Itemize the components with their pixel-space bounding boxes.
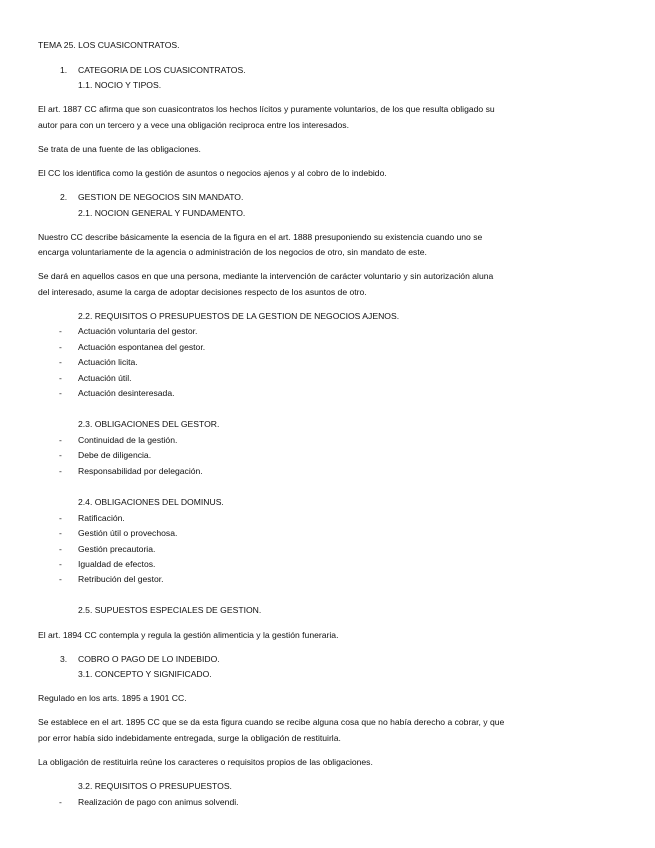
section-2-heading: GESTION DE NEGOCIOS SIN MANDATO. bbox=[78, 192, 244, 202]
paragraph-4-line-1: Nuestro CC describe básicamente la esencia de la figura en el art. 1888 presuponiendo su existencia cuando uno se bbox=[38, 232, 483, 242]
bullet-dash: - bbox=[59, 797, 62, 807]
section-2-5-heading: 2.5. SUPUESTOS ESPECIALES DE GESTION. bbox=[78, 605, 262, 615]
list-item: Gestión útil o provechosa. bbox=[78, 528, 178, 538]
section-2-3-heading: 2.3. OBLIGACIONES DEL GESTOR. bbox=[78, 419, 220, 429]
document-title: TEMA 25. LOS CUASICONTRATOS. bbox=[38, 40, 180, 50]
paragraph-8-line-1: Se establece en el art. 1895 CC que se da esta figura cuando se recibe alguna cosa que no había derecho a cobrar, y que bbox=[38, 717, 505, 727]
list-item: Ratificación. bbox=[78, 513, 125, 523]
list-item: Actuación desinteresada. bbox=[78, 388, 175, 398]
bullet-dash: - bbox=[59, 357, 62, 367]
paragraph-9: La obligación de restituirla reúne los caracteres o requisitos propios de las obligaciones. bbox=[38, 757, 373, 767]
bullet-dash: - bbox=[59, 513, 62, 523]
list-item: Realización de pago con animus solvendi. bbox=[78, 797, 239, 807]
section-3-1-heading: 3.1. CONCEPTO Y SIGNIFICADO. bbox=[78, 669, 212, 679]
list-item: Responsabilidad por delegación. bbox=[78, 466, 203, 476]
bullet-dash: - bbox=[59, 326, 62, 336]
section-1-heading: CATEGORIA DE LOS CUASICONTRATOS. bbox=[78, 65, 246, 75]
section-3-number: 3. bbox=[60, 654, 68, 664]
list-item: Igualdad de efectos. bbox=[78, 559, 156, 569]
section-2-2-heading: 2.2. REQUISITOS O PRESUPUESTOS DE LA GESTION DE NEGOCIOS AJENOS. bbox=[78, 311, 400, 321]
list-item: Actuación espontanea del gestor. bbox=[78, 342, 206, 352]
bullet-dash: - bbox=[59, 342, 62, 352]
section-2-4-heading: 2.4. OBLIGACIONES DEL DOMINUS. bbox=[78, 497, 224, 507]
section-3-2-heading: 3.2. REQUISITOS O PRESUPUESTOS. bbox=[78, 781, 232, 791]
paragraph-2: Se trata de una fuente de las obligaciones. bbox=[38, 144, 201, 154]
section-2-number: 2. bbox=[60, 192, 68, 202]
bullet-dash: - bbox=[59, 559, 62, 569]
section-1-1-heading: 1.1. NOCIO Y TIPOS. bbox=[78, 80, 162, 90]
list-item: Actuación voluntaria del gestor. bbox=[78, 326, 198, 336]
bullet-dash: - bbox=[59, 450, 62, 460]
list-item: Actuación licita. bbox=[78, 357, 138, 367]
paragraph-3: El CC los identifica como la gestión de asuntos o negocios ajenos y al cobro de lo indebido. bbox=[38, 168, 387, 178]
list-item: Actuación útil. bbox=[78, 373, 132, 383]
paragraph-5-line-2: del interesado, asume la carga de adoptar decisiones respecto de los asuntos de otro. bbox=[38, 287, 367, 297]
paragraph-4-line-2: encarga voluntariamente de la agencia o administración de los negocios de otro, sin mandato de este. bbox=[38, 247, 427, 257]
list-item: Debe de diligencia. bbox=[78, 450, 152, 460]
list-item: Continuidad de la gestión. bbox=[78, 435, 178, 445]
section-3-heading: COBRO O PAGO DE LO INDEBIDO. bbox=[78, 654, 220, 664]
bullet-dash: - bbox=[59, 574, 62, 584]
paragraph-1-line-1: El art. 1887 CC afirma que son cuasicontratos los hechos lícitos y puramente voluntarios, de los que resulta obligado su bbox=[38, 104, 495, 114]
bullet-dash: - bbox=[59, 544, 62, 554]
paragraph-8-line-2: por error había sido indebidamente entregada, surge la obligación de restituirla. bbox=[38, 733, 341, 743]
list-item: Gestión precautoria. bbox=[78, 544, 156, 554]
paragraph-6: El art. 1894 CC contempla y regula la gestión alimenticia y la gestión funeraria. bbox=[38, 630, 339, 640]
bullet-dash: - bbox=[59, 388, 62, 398]
paragraph-1-line-2: autor para con un tercero y a vece una obligación reciproca entre los interesados. bbox=[38, 120, 349, 130]
list-item: Retribución del gestor. bbox=[78, 574, 164, 584]
section-2-1-heading: 2.1. NOCION GENERAL Y FUNDAMENTO. bbox=[78, 208, 246, 218]
bullet-dash: - bbox=[59, 435, 62, 445]
section-1-number: 1. bbox=[60, 65, 68, 75]
bullet-dash: - bbox=[59, 373, 62, 383]
paragraph-7: Regulado en los arts. 1895 a 1901 CC. bbox=[38, 693, 187, 703]
bullet-dash: - bbox=[59, 528, 62, 538]
paragraph-5-line-1: Se dará en aquellos casos en que una persona, mediante la intervención de carácter voluntario y sin autorización aluna bbox=[38, 271, 494, 281]
bullet-dash: - bbox=[59, 466, 62, 476]
